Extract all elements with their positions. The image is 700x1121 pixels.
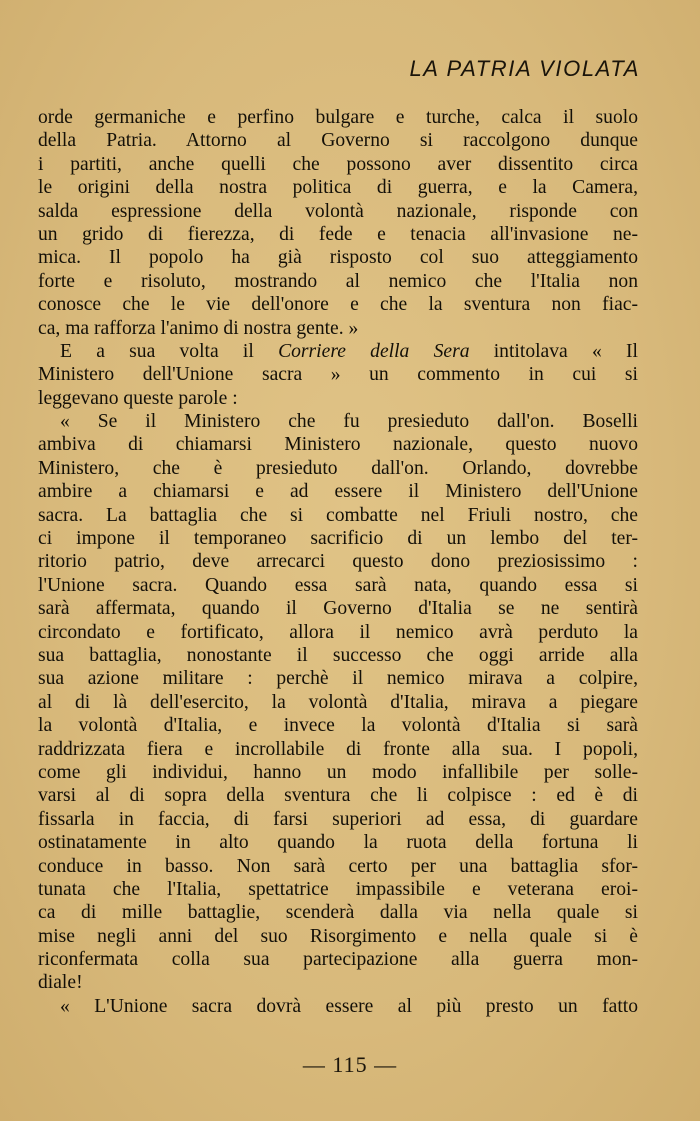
text-line: « Se il Ministero che fu presieduto dall'on. Boselli <box>60 411 638 433</box>
text-line: le origini della nostra politica di guerra, e la Camera, <box>38 177 638 199</box>
text-line: ambire a chiamarsi e ad essere il Ministero dell'Unione <box>38 481 638 503</box>
text-line: leggevano queste parole : <box>38 387 238 409</box>
text-line: raddrizzata fiera e incrollabile di fronte alla sua. I popoli, <box>38 738 638 760</box>
text-line: Ministero dell'Unione sacra » un commento in cui si <box>38 364 638 386</box>
text-line: tunata che l'Italia, spettatrice impassibile e veterana eroi- <box>38 878 638 900</box>
text-line: ci impone il temporaneo sacrificio di un lembo del ter- <box>38 528 638 550</box>
text-line: conduce in basso. Non sarà certo per una battaglia sfor- <box>38 855 638 877</box>
text-line: circondato e fortificato, allora il nemico avrà perduto la <box>38 621 638 643</box>
text-line: l'Unione sacra. Quando essa sarà nata, quando essa si <box>38 574 638 596</box>
text-line: varsi al di sopra della sventura che li colpisce : ed è di <box>38 785 638 807</box>
text-line: ambiva di chiamarsi Ministero nazionale, questo nuovo <box>38 434 638 456</box>
text-line: « L'Unione sacra dovrà essere al più presto un fatto <box>60 995 638 1017</box>
page-number: — 115 — <box>302 1052 398 1077</box>
text-line: conosce che le vie dell'onore e che la sventura non fiac- <box>38 294 638 316</box>
text-line: ritorio patrio, deve arrecarci questo dono preziosissimo : <box>38 551 638 573</box>
text-line: riconfermata colla sua partecipazione alla guerra mon- <box>38 949 638 971</box>
text-line: Ministero, che è presieduto dall'on. Orlando, dovrebbe <box>38 457 638 479</box>
text-line: i partiti, anche quelli che possono aver dissentito circa <box>38 153 638 175</box>
running-title: LA PATRIA VIOLATA <box>409 56 640 81</box>
text-line: fissarla in faccia, di farsi superiori ad essa, di guardare <box>38 808 638 830</box>
text-line: ostinatamente in alto quando la ruota della fortuna li <box>38 832 638 854</box>
text-line: mica. Il popolo ha già risposto col suo atteggiamento <box>38 247 638 269</box>
body-text <box>38 106 638 1018</box>
text-line: forte e risoluto, mostrando al nemico che l'Italia non <box>38 270 638 292</box>
text-line: mise negli anni del suo Risorgimento e nella quale si è <box>38 925 638 947</box>
text-line: sarà affermata, quando il Governo d'Italia se ne sentirà <box>38 598 638 620</box>
text-line: della Patria. Attorno al Governo si raccolgono dunque <box>38 130 638 152</box>
text-line: un grido di fierezza, di fede e tenacia all'invasione ne- <box>38 223 638 245</box>
text-line: salda espressione della volontà nazionale, risponde con <box>38 200 638 222</box>
text-line: sua battaglia, nonostante il successo che oggi arride alla <box>38 644 638 666</box>
text-line: E a sua volta il Corriere della Sera intitolava « Il <box>60 340 638 362</box>
text-line: al di là dell'esercito, la volontà d'Italia, mirava a piegare <box>38 691 638 713</box>
text-line: orde germaniche e perfino bulgare e turche, calca il suolo <box>38 107 638 128</box>
text-line: ca di mille battaglie, scenderà dalla via nella quale si <box>38 902 638 924</box>
text-line: sacra. La battaglia che si combatte nel Friuli nostro, che <box>38 504 638 526</box>
text-line: come gli individui, hanno un modo infallibile per solle- <box>38 761 638 783</box>
text-line: ca, ma rafforza l'animo di nostra gente. » <box>38 317 359 339</box>
text-line: sua azione militare : perchè il nemico mirava a colpire, <box>38 668 638 690</box>
text-line: la volontà d'Italia, e invece la volontà d'Italia si sarà <box>38 715 638 737</box>
text-line: diale! <box>38 972 83 994</box>
